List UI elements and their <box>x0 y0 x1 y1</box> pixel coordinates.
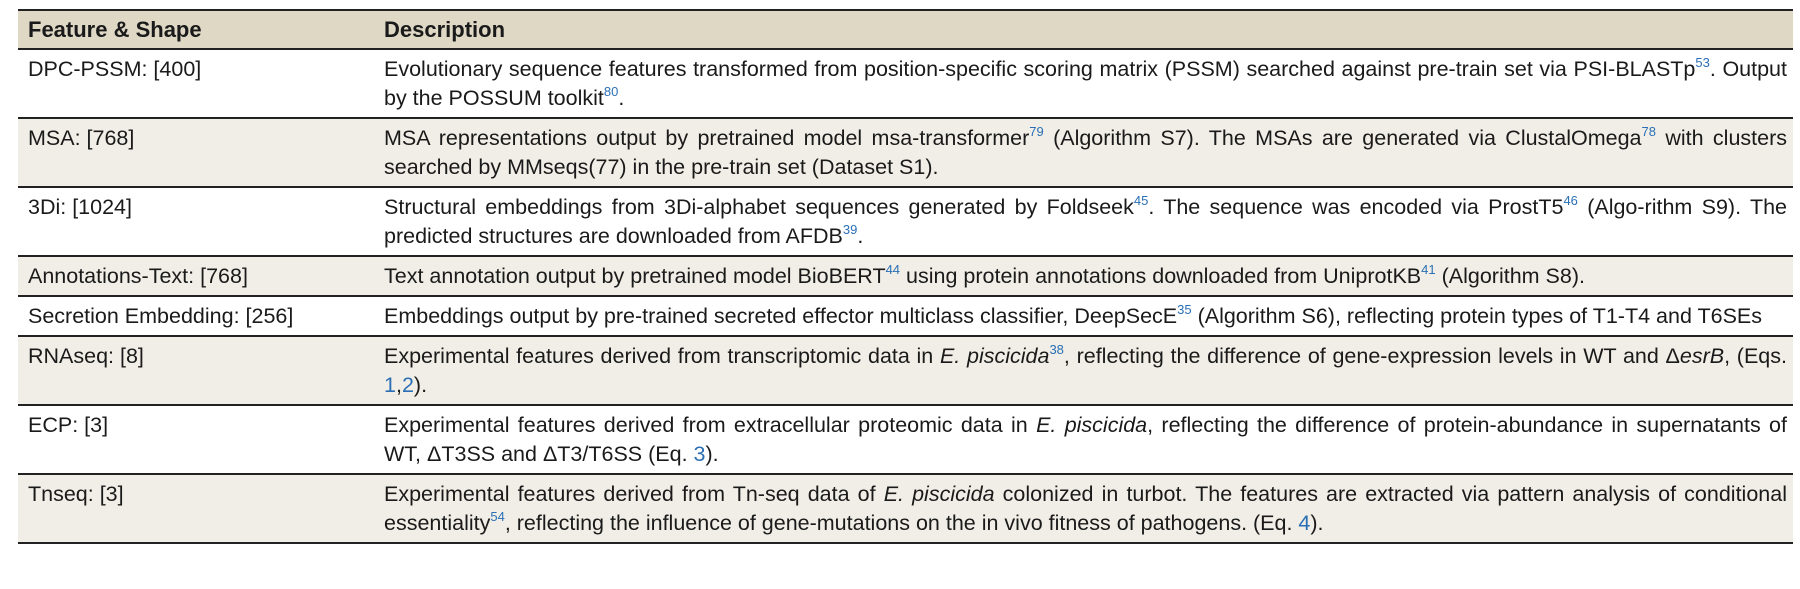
feature-name: Annotations-Text: [768] <box>18 256 374 296</box>
equation-link[interactable]: 4 <box>1298 511 1311 535</box>
description-text: . The sequence was encoded via ProstT5 <box>1148 195 1564 219</box>
table-header-row <box>18 10 1793 49</box>
table-row <box>18 405 1793 474</box>
species-name: E. piscicida <box>939 344 1050 368</box>
description-text: (Algorithm S7). The MSAs are generated via ClustalOmega <box>1043 126 1642 150</box>
table-row <box>18 49 1793 118</box>
citation-link[interactable]: 45 <box>1133 193 1149 208</box>
description-text: , <box>395 373 402 397</box>
header-description: Description <box>374 10 1793 49</box>
description-text: ). <box>705 442 719 466</box>
feature-name: Tnseq: [3] <box>18 474 374 543</box>
table-row <box>18 336 1793 405</box>
citation-link[interactable]: 53 <box>1695 55 1710 70</box>
description-text: , reflecting the difference of gene-expression levels in WT and Δ <box>1063 344 1680 368</box>
equation-link[interactable]: 3 <box>693 442 706 466</box>
description-text: . Output by the POSSUM toolkit <box>384 57 1787 110</box>
species-name: E. piscicida <box>1036 413 1148 437</box>
citation-link[interactable]: 39 <box>842 222 858 237</box>
description-text: MSA representations output by pretrained model msa-transformer <box>384 126 1030 150</box>
description-text: Text annotation output by pretrained model BioBERT <box>384 264 886 288</box>
description-text: Structural embeddings from 3Di-alphabet sequences generated by Foldseek <box>384 195 1134 219</box>
description-text: Evolutionary sequence features transformed from position-specific scoring matrix (PSSM) searched against pre-train set via PSI-BLASTp <box>384 57 1696 81</box>
description-text: , (Eqs. <box>1724 344 1787 368</box>
description-text: . <box>618 86 625 110</box>
description-text: ). <box>1310 511 1324 535</box>
description-text: (Algorithm S6), reflecting protein types of T1-T4 and T6SEs <box>1191 304 1763 328</box>
feature-table <box>18 9 1793 544</box>
description-text: using protein annotations downloaded from UniprotKB <box>900 264 1422 288</box>
description-text: ). <box>413 373 428 397</box>
header-feature-shape: Feature & Shape <box>18 10 374 49</box>
feature-description <box>374 118 1793 187</box>
table-row <box>18 187 1793 256</box>
description-text: , reflecting the difference of protein-abundance in supernatants of WT, ΔT3SS and ΔT3/T6SS (Eq. <box>384 413 1787 466</box>
description-text: Embeddings output by pre-trained secreted effector multiclass classifier, DeepSecE <box>384 304 1178 328</box>
description-text: (Algo-rithm S9). The predicted structures are downloaded from AFDB <box>384 195 1787 248</box>
table-row <box>18 474 1793 543</box>
table-row <box>18 296 1793 336</box>
citation-link[interactable]: 80 <box>603 84 619 99</box>
feature-description <box>374 296 1793 336</box>
description-text: Experimental features derived from Tn-seq data of <box>384 482 884 506</box>
feature-description <box>374 474 1793 543</box>
description-text: with clusters searched by MMseqs(77) in the pre-train set (Dataset S1). <box>384 126 1787 179</box>
citation-link[interactable]: 44 <box>885 262 901 277</box>
feature-description <box>374 405 1793 474</box>
feature-description <box>374 187 1793 256</box>
citation-link[interactable]: 79 <box>1029 124 1044 139</box>
citation-link[interactable]: 54 <box>490 509 505 524</box>
feature-name: 3Di: [1024] <box>18 187 374 256</box>
feature-name: ECP: [3] <box>18 405 374 474</box>
description-text: Experimental features derived from transcriptomic data in <box>384 344 940 368</box>
table-row <box>18 118 1793 187</box>
equation-link[interactable]: 1 <box>384 373 396 397</box>
feature-name: Secretion Embedding: [256] <box>18 296 374 336</box>
feature-name: RNAseq: [8] <box>18 336 374 405</box>
equation-link[interactable]: 2 <box>401 373 414 397</box>
species-name: E. piscicida <box>883 482 995 506</box>
description-text: . <box>857 224 864 248</box>
gene-name: esrB <box>1679 344 1725 368</box>
description-text: (Algorithm S8). <box>1435 264 1585 288</box>
citation-link[interactable]: 46 <box>1563 193 1578 208</box>
feature-description <box>374 49 1793 118</box>
feature-description <box>374 256 1793 296</box>
citation-link[interactable]: 78 <box>1641 124 1656 139</box>
table-row <box>18 256 1793 296</box>
feature-description <box>374 336 1793 405</box>
citation-link[interactable]: 38 <box>1049 342 1064 357</box>
feature-name: DPC-PSSM: [400] <box>18 49 374 118</box>
description-text: colonized in turbot. The features are extracted via pattern analysis of conditional essentiality <box>384 482 1787 535</box>
feature-table-container <box>18 9 1793 544</box>
citation-link[interactable]: 35 <box>1177 302 1192 317</box>
citation-link[interactable]: 41 <box>1421 262 1436 277</box>
description-text: , reflecting the influence of gene-mutations on the in vivo fitness of pathogens. (Eq. <box>504 511 1299 535</box>
feature-name: MSA: [768] <box>18 118 374 187</box>
description-text: Experimental features derived from extracellular proteomic data in <box>384 413 1037 437</box>
